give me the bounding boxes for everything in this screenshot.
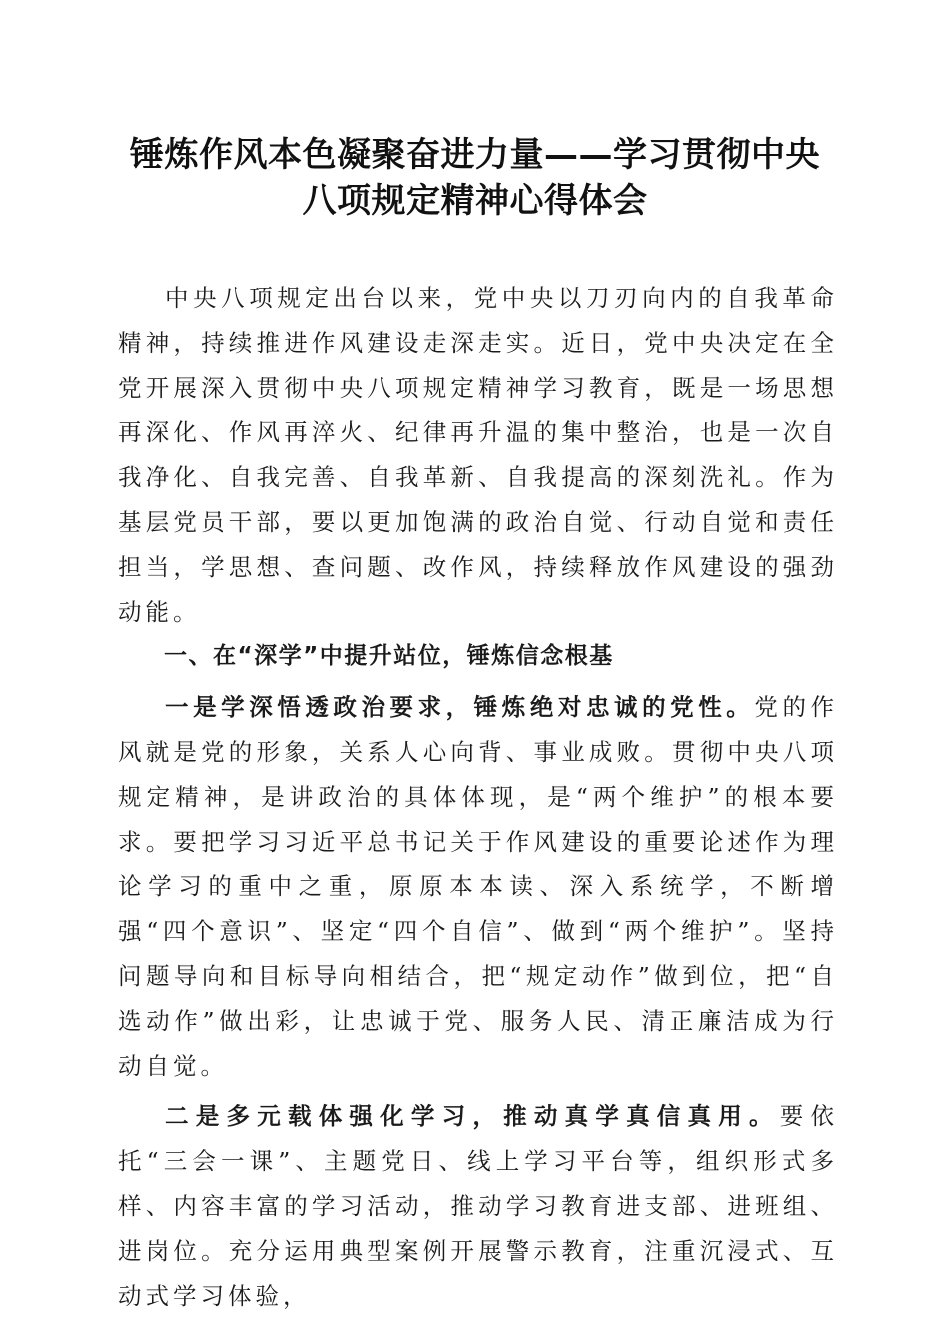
point-1-body: 党的作风就是党的形象，关系人心向背、事业成败。贯彻中央八项规定精神，是讲政治的具体体现，是“两个维护”的根本要求。要把学习习近平总书记关于作风建设的重要论述作为理论学习的重中之重，原原本本读、深入系统学，不断增强“四个意识”、坚定“四个自信”、做到“两个维护”。坚持问题导向和目标导向相结合，把“规定动作”做到位，把“自选动作”做出彩，让忠诚于党、服务人民、清正廉洁成为行动自觉。 — [118, 693, 839, 1080]
intro-paragraph: 中央八项规定出台以来，党中央以刀刃向内的自我革命精神，持续推进作风建设走深走实。近日，党中央决定在全党开展深入贯彻中央八项规定精神学习教育，既是一场思想再深化、作风再淬火、纪律再升温的集中整治，也是一次自我净化、自我完善、自我革新、自我提高的深刻洗礼。作为基层党员干部，要以更加饱满的政治自觉、行动自觉和责任担当，学思想、查问题、改作风，持续释放作风建设的强劲动能。 — [118, 284, 838, 626]
point-1-lead: 一是学深悟透政治要求，锤炼绝对忠诚的党性。 — [165, 693, 755, 722]
title-line-2: 八项规定精神心得体会 — [302, 181, 648, 221]
point-2-body: 要依托“三会一课”、主题党日、线上学习平台等，组织形式多样、内容丰富的学习活动，推动学习教育进支部、进班组、进岗位。充分运用典型案例开展警示教育，注重沉浸式、互动式学习体验， — [118, 1102, 839, 1310]
section-heading: 一、在“深学”中提升站位，锤炼信念根基 — [164, 643, 614, 670]
title-line-1: 锤炼作风本色凝聚奋进力量——学习贯彻中央 — [130, 135, 820, 175]
document-title — [100, 132, 850, 224]
document-body — [118, 276, 838, 1318]
point-2-lead: 二是多元载体强化学习，推动真学真信真用。 — [165, 1102, 780, 1131]
point-1-paragraph — [118, 685, 838, 1088]
point-2-paragraph — [118, 1094, 838, 1318]
